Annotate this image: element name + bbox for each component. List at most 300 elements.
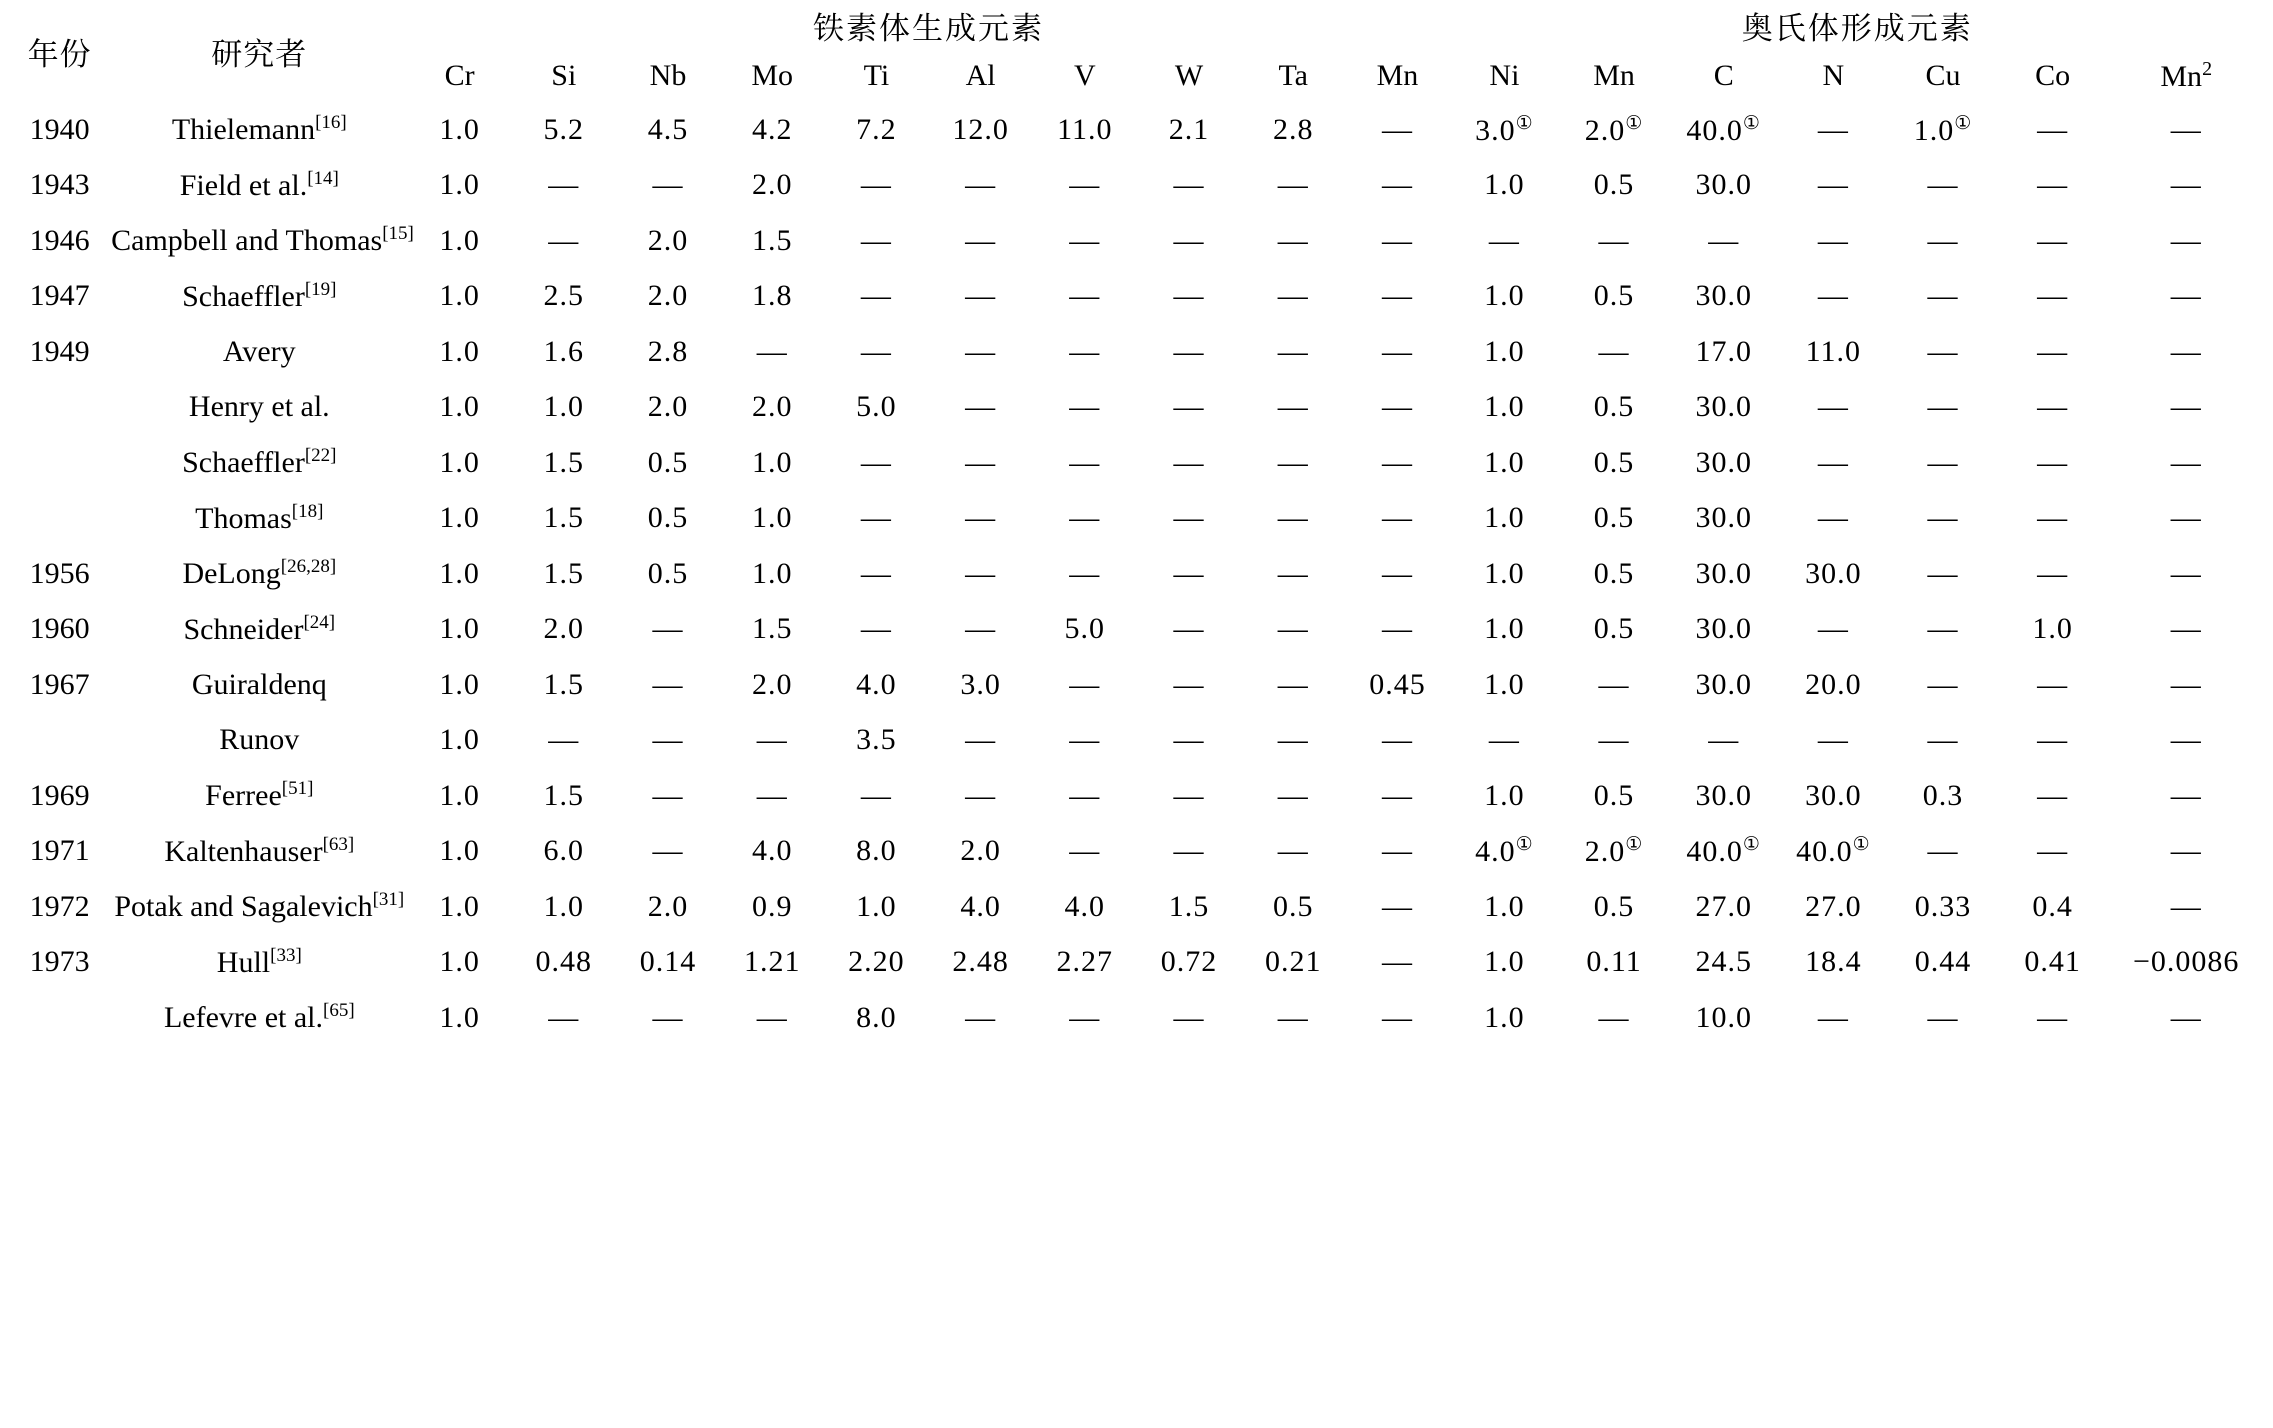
cell-austenite-cu — [1888, 324, 1998, 380]
cell-ferrite-al: 2.48 — [952, 945, 1009, 979]
cell-ferrite-v: — — [1069, 334, 1101, 368]
cell-austenite-ni — [1450, 824, 1560, 880]
cell-ferrite-al: — — [965, 723, 997, 757]
header-col-mn-squared-label: Mn — [2160, 60, 2203, 93]
table-row — [8, 602, 2265, 658]
cell-value: −0.0086 — [2133, 945, 2240, 979]
cell-ferrite-w: — — [1173, 168, 1205, 202]
cell-ferrite-si: 0.48 — [535, 945, 593, 979]
cell-ferrite-v: 4.0 — [1064, 889, 1106, 923]
cell-austenite-mn-a — [1559, 546, 1669, 602]
cell-ferrite-w: — — [1173, 556, 1205, 590]
cell-year: 1949 — [29, 334, 90, 368]
cell-value: 1.0 — [1484, 168, 1525, 202]
cell-austenite-co — [1998, 491, 2108, 547]
cell-austenite-mn2 — [2107, 213, 2265, 269]
cell-austenite-ni — [1450, 491, 1560, 547]
table-row — [8, 713, 2265, 769]
cell-value: — — [1817, 168, 1849, 202]
researcher-name: Hull — [216, 945, 271, 979]
cell-austenite-co — [1998, 435, 2108, 491]
cell-austenite-cu — [1888, 213, 1998, 269]
cell-austenite-n — [1779, 102, 1889, 158]
cell-austenite-co — [1998, 935, 2108, 991]
cell-researcher — [111, 546, 407, 602]
researcher-reference: [18] — [291, 500, 324, 522]
cell-ferrite-al: 12.0 — [952, 112, 1009, 146]
cell-year: 1971 — [29, 834, 90, 868]
cell-ferrite-ta: — — [1277, 612, 1309, 646]
cell-ferrite-al: 2.0 — [960, 834, 1001, 868]
cell-ferrite-w: — — [1173, 834, 1205, 868]
cell-austenite-ni — [1450, 324, 1560, 380]
cell-austenite-co — [1998, 824, 2108, 880]
cell-value: — — [1598, 723, 1630, 757]
cell-ferrite-ti: — — [860, 279, 892, 313]
cell-ferrite-mo: 2.0 — [751, 390, 793, 424]
cell-value: 0.3 — [1922, 778, 1964, 812]
cell-ferrite-ti: — — [860, 334, 892, 368]
cell-austenite-mn-a — [1559, 990, 1669, 1046]
cell-ferrite-nb: 0.5 — [647, 501, 689, 535]
cell-year: 1969 — [29, 778, 90, 812]
cell-footnote-marker: ① — [1742, 834, 1761, 856]
table-row — [8, 657, 2265, 713]
cell-ferrite-ta: — — [1277, 834, 1309, 868]
cell-value: 3.0 — [1475, 113, 1516, 147]
table-row — [8, 158, 2265, 214]
cell-austenite-mn-a — [1559, 324, 1669, 380]
researcher-reference: [33] — [270, 944, 302, 966]
cell-value: — — [1927, 334, 1959, 368]
header-researcher: 研究者 — [211, 36, 308, 72]
cell-value: — — [2037, 1000, 2069, 1034]
cell-ferrite-si: — — [548, 223, 580, 257]
cell-austenite-co — [1998, 324, 2108, 380]
cell-ferrite-ta: — — [1277, 390, 1309, 424]
cell-value: — — [1817, 279, 1849, 313]
cell-austenite-co — [1998, 657, 2108, 713]
cell-austenite-mn2 — [2107, 768, 2265, 824]
cell-austenite-co — [1998, 602, 2108, 658]
table-row — [8, 546, 2265, 602]
header-col-mn-squared — [2107, 50, 2265, 102]
researcher-name: Kaltenhauser — [164, 834, 323, 868]
cell-austenite-n — [1779, 768, 1889, 824]
cell-year: 1946 — [29, 223, 90, 257]
cell-value: 17.0 — [1695, 334, 1752, 368]
cell-austenite-c — [1669, 935, 1779, 991]
header-group-austenite: 奥氏体形成元素 — [1741, 10, 1973, 46]
cell-value: — — [1927, 1000, 1959, 1034]
cell-austenite-co — [1998, 713, 2108, 769]
cell-austenite-c — [1669, 713, 1779, 769]
cell-ferrite-v: — — [1069, 778, 1101, 812]
cell-austenite-n — [1779, 380, 1889, 436]
header-col-c: C — [1713, 59, 1734, 92]
cell-ferrite-nb: 4.5 — [647, 112, 689, 146]
cell-ferrite-al: — — [965, 168, 997, 202]
cell-austenite-mn2 — [2107, 324, 2265, 380]
cell-year — [8, 990, 111, 1046]
cell-value: — — [1598, 334, 1630, 368]
cell-value: — — [2037, 667, 2069, 701]
cell-ferrite-si: 1.5 — [543, 778, 585, 812]
cell-ferrite-cr: 1.0 — [439, 279, 480, 313]
cell-ferrite-ta: 0.21 — [1264, 945, 1322, 979]
researcher-reference: [15] — [382, 223, 414, 245]
cell-ferrite-ti: 5.0 — [856, 390, 897, 424]
cell-ferrite-cr: 1.0 — [439, 334, 480, 368]
cell-austenite-c — [1669, 546, 1779, 602]
cell-austenite-ni — [1450, 158, 1560, 214]
cell-ferrite-ti: 3.5 — [856, 723, 897, 757]
cell-austenite-mn2 — [2107, 158, 2265, 214]
cell-ferrite-nb: — — [652, 1000, 684, 1034]
cell-value: — — [2037, 834, 2069, 868]
cell-value: 1.0 — [1484, 778, 1525, 812]
cell-ferrite-al: — — [965, 390, 997, 424]
cell-ferrite-cr: 1.0 — [439, 112, 480, 146]
researcher-name: Field et al. — [179, 168, 308, 202]
cell-value: — — [1927, 723, 1959, 757]
cell-ferrite-si: 5.2 — [543, 112, 585, 146]
cell-ferrite-w: — — [1173, 723, 1205, 757]
cell-value: 0.33 — [1914, 889, 1972, 923]
cell-ferrite-w: — — [1173, 390, 1205, 424]
cell-value: 0.5 — [1593, 390, 1635, 424]
cell-value: 0.4 — [2032, 889, 2073, 923]
cell-austenite-mn-a — [1559, 269, 1669, 325]
cell-ferrite-v: — — [1069, 501, 1101, 535]
cell-value: 24.5 — [1695, 945, 1752, 979]
cell-researcher — [111, 158, 407, 214]
cell-ferrite-w: — — [1173, 612, 1205, 646]
cell-researcher — [111, 491, 407, 547]
cell-ferrite-ta: — — [1277, 168, 1309, 202]
cell-austenite-cu — [1888, 879, 1998, 935]
cell-ferrite-si: 2.5 — [543, 279, 585, 313]
cell-value: 1.0 — [2032, 612, 2073, 646]
cell-austenite-ni — [1450, 602, 1560, 658]
cell-ferrite-mn: — — [1381, 445, 1413, 479]
cell-austenite-n — [1779, 990, 1889, 1046]
cell-value: — — [2170, 223, 2202, 257]
cell-value: — — [2170, 556, 2202, 590]
cell-austenite-c — [1669, 324, 1779, 380]
cell-value: — — [1708, 223, 1740, 257]
cell-ferrite-mo: 1.21 — [743, 945, 801, 979]
cell-austenite-co — [1998, 213, 2108, 269]
cell-ferrite-nb: 0.5 — [647, 445, 689, 479]
researcher-name: Henry et al. — [188, 390, 330, 424]
cell-ferrite-cr: 1.0 — [439, 556, 480, 590]
cell-ferrite-ta: — — [1277, 501, 1309, 535]
cell-austenite-n — [1779, 269, 1889, 325]
cell-austenite-cu — [1888, 768, 1998, 824]
cell-ferrite-ti: 7.2 — [856, 112, 897, 146]
cell-ferrite-ta: — — [1277, 778, 1309, 812]
cell-ferrite-mn: — — [1381, 612, 1413, 646]
cell-ferrite-mo: 1.0 — [751, 501, 793, 535]
cell-value: 27.0 — [1805, 889, 1862, 923]
cell-ferrite-nb: 0.14 — [639, 945, 697, 979]
cell-ferrite-al: — — [965, 334, 997, 368]
cell-ferrite-ti: 8.0 — [856, 834, 897, 868]
cell-year — [8, 435, 111, 491]
cell-austenite-c — [1669, 491, 1779, 547]
cell-value: — — [2170, 501, 2202, 535]
cell-researcher — [111, 213, 414, 269]
cell-ferrite-mo: 4.2 — [751, 112, 793, 146]
cell-value: 40.0 — [1686, 835, 1743, 869]
cell-year: 1960 — [29, 612, 90, 646]
cell-ferrite-mo: — — [756, 778, 788, 812]
researcher-name: Potak and Sagalevich — [114, 890, 373, 924]
header-col-mn-ferrite: Mn — [1376, 59, 1419, 92]
cell-value: — — [1927, 168, 1959, 202]
cell-value: — — [2037, 390, 2069, 424]
researcher-name: Lefevre et al. — [163, 1001, 323, 1035]
cell-ferrite-v: — — [1069, 279, 1101, 313]
cell-year: 1947 — [29, 279, 90, 313]
researcher-name: DeLong — [182, 557, 281, 591]
cell-ferrite-cr: 1.0 — [439, 723, 480, 757]
cell-ferrite-nb: — — [652, 778, 684, 812]
cell-ferrite-al: — — [965, 556, 997, 590]
cell-value: 2.0 — [1584, 835, 1626, 869]
cell-year — [8, 380, 111, 436]
researcher-name: Campbell and Thomas — [111, 224, 383, 258]
table-body — [8, 102, 2265, 1046]
cell-value: 0.41 — [2024, 945, 2081, 979]
cell-value: 30.0 — [1695, 612, 1752, 646]
table-row — [8, 491, 2265, 547]
cell-value: 30.0 — [1805, 778, 1862, 812]
cell-austenite-mn-a — [1559, 657, 1669, 713]
cell-value: 30.0 — [1695, 501, 1752, 535]
cell-value: — — [1927, 612, 1959, 646]
cell-ferrite-v: 2.27 — [1056, 945, 1114, 979]
cell-ferrite-w: — — [1173, 501, 1205, 535]
cell-value: 1.0 — [1484, 334, 1525, 368]
cell-ferrite-ti: 2.20 — [848, 945, 905, 979]
cell-year: 1943 — [29, 168, 90, 202]
cell-ferrite-si: — — [548, 168, 580, 202]
cell-austenite-mn2 — [2107, 269, 2265, 325]
cell-value: 20.0 — [1805, 667, 1862, 701]
cell-value: 0.5 — [1593, 612, 1635, 646]
cell-researcher — [111, 990, 407, 1046]
cell-ferrite-mn: — — [1381, 112, 1413, 146]
cell-value: 0.5 — [1593, 168, 1635, 202]
cell-austenite-c — [1669, 824, 1779, 880]
cell-austenite-mn2 — [2107, 713, 2265, 769]
cell-ferrite-nb: 2.0 — [647, 223, 689, 257]
cell-ferrite-cr: 1.0 — [439, 667, 480, 701]
cell-value: 0.5 — [1593, 778, 1635, 812]
cell-ferrite-mo: 1.5 — [751, 612, 793, 646]
cell-ferrite-ta: — — [1277, 334, 1309, 368]
cell-ferrite-al: 3.0 — [960, 667, 1001, 701]
cell-ferrite-al: — — [965, 445, 997, 479]
cell-value: 30.0 — [1695, 168, 1752, 202]
cell-researcher — [111, 879, 407, 935]
cell-austenite-n — [1779, 824, 1889, 880]
cell-value: — — [2037, 334, 2069, 368]
cell-austenite-n — [1779, 879, 1889, 935]
cell-ferrite-w: — — [1173, 667, 1205, 701]
cell-value: 27.0 — [1695, 889, 1752, 923]
cell-value: 2.0 — [1584, 113, 1626, 147]
cell-footnote-marker: ① — [1515, 112, 1534, 134]
cell-value: — — [1927, 834, 1959, 868]
cell-value: — — [1927, 223, 1959, 257]
cell-ferrite-si: 1.0 — [543, 889, 585, 923]
cell-value: — — [1927, 556, 1959, 590]
cell-austenite-mn-a — [1559, 213, 1669, 269]
header-year: 年份 — [27, 36, 92, 72]
cell-ferrite-mn: — — [1381, 778, 1413, 812]
cell-ferrite-mn: — — [1381, 556, 1413, 590]
cell-year: 1967 — [29, 667, 90, 701]
cell-ferrite-ta: 0.5 — [1272, 889, 1314, 923]
cell-austenite-mn-a — [1559, 879, 1669, 935]
cell-ferrite-w: — — [1173, 445, 1205, 479]
cell-ferrite-mo: — — [756, 1000, 788, 1034]
cell-ferrite-ti: — — [860, 223, 892, 257]
cell-ferrite-si: 1.5 — [543, 556, 585, 590]
cell-value: — — [2037, 723, 2069, 757]
cell-ferrite-w: — — [1173, 279, 1205, 313]
cell-austenite-n — [1779, 546, 1889, 602]
cell-ferrite-mn: 0.45 — [1369, 667, 1426, 701]
cell-ferrite-al: — — [965, 612, 997, 646]
table-row — [8, 380, 2265, 436]
cell-ferrite-al: — — [965, 501, 997, 535]
cell-researcher — [111, 768, 407, 824]
cell-value: 0.5 — [1593, 279, 1635, 313]
cell-austenite-ni — [1450, 879, 1560, 935]
cell-austenite-c — [1669, 657, 1779, 713]
cell-ferrite-v: — — [1069, 445, 1101, 479]
cell-austenite-c — [1669, 269, 1779, 325]
cell-ferrite-v: — — [1069, 390, 1101, 424]
cell-ferrite-ta: — — [1277, 279, 1309, 313]
cell-ferrite-cr: 1.0 — [439, 612, 480, 646]
cell-austenite-c — [1669, 158, 1779, 214]
header-col-ta: Ta — [1278, 59, 1308, 92]
cell-ferrite-nb: — — [652, 723, 684, 757]
cell-austenite-cu — [1888, 713, 1998, 769]
cell-austenite-cu — [1888, 546, 1998, 602]
researcher-reference: [19] — [304, 278, 337, 300]
researcher-name: Schneider — [183, 612, 304, 646]
cell-ferrite-mn: — — [1381, 834, 1413, 868]
cell-ferrite-nb: — — [652, 612, 684, 646]
cell-ferrite-w: — — [1173, 1000, 1205, 1034]
cell-ferrite-ta: — — [1277, 445, 1309, 479]
cell-year — [8, 491, 111, 547]
cell-value: 30.0 — [1695, 667, 1752, 701]
cell-ferrite-ta: — — [1277, 723, 1309, 757]
cell-ferrite-v: — — [1069, 223, 1101, 257]
cell-austenite-mn-a — [1559, 935, 1669, 991]
cell-austenite-c — [1669, 768, 1779, 824]
cell-ferrite-cr: 1.0 — [439, 223, 480, 257]
cell-value: — — [1817, 112, 1849, 146]
cell-value: — — [2170, 390, 2202, 424]
cell-researcher — [111, 935, 407, 991]
cell-ferrite-ti: — — [860, 556, 892, 590]
cell-value: — — [2170, 723, 2202, 757]
cell-footnote-marker: ① — [1742, 112, 1761, 134]
cell-austenite-mn2 — [2107, 602, 2265, 658]
cell-austenite-ni — [1450, 213, 1560, 269]
cell-ferrite-al: — — [965, 778, 997, 812]
cell-value: — — [2170, 667, 2202, 701]
cell-ferrite-mn: — — [1381, 1000, 1413, 1034]
cell-value: — — [2037, 778, 2069, 812]
researcher-reference: [63] — [322, 833, 355, 855]
header-col-ni: Ni — [1489, 59, 1520, 92]
cell-ferrite-ti: 4.0 — [856, 667, 897, 701]
cell-value: 0.5 — [1593, 501, 1635, 535]
cell-ferrite-ta: — — [1277, 1000, 1309, 1034]
cell-ferrite-si: 1.5 — [543, 501, 585, 535]
cell-austenite-c — [1669, 435, 1779, 491]
cell-ferrite-nb: 2.0 — [647, 279, 689, 313]
cell-value: 0.5 — [1593, 445, 1635, 479]
cell-austenite-cu — [1888, 491, 1998, 547]
cell-value: — — [1817, 501, 1849, 535]
cell-ferrite-v: — — [1069, 168, 1101, 202]
cell-ferrite-si: 6.0 — [543, 834, 585, 868]
cell-ferrite-w: 2.1 — [1168, 112, 1210, 146]
cell-austenite-n — [1779, 713, 1889, 769]
cell-austenite-ni — [1450, 546, 1560, 602]
cell-ferrite-mo: 4.0 — [751, 834, 793, 868]
cell-value: — — [2170, 279, 2202, 313]
cell-value: — — [2170, 168, 2202, 202]
cell-ferrite-mn: — — [1381, 390, 1413, 424]
cell-austenite-mn-a — [1559, 380, 1669, 436]
researcher-reference: [24] — [303, 611, 336, 633]
cell-austenite-n — [1779, 324, 1889, 380]
cell-value: 18.4 — [1805, 945, 1862, 979]
cell-researcher — [111, 657, 407, 713]
cell-footnote-marker: ① — [1625, 834, 1644, 856]
cell-ferrite-mn: — — [1381, 168, 1413, 202]
cell-researcher — [111, 602, 407, 658]
cell-ferrite-nb: — — [652, 168, 684, 202]
table-row — [8, 435, 2265, 491]
cell-value: — — [1488, 223, 1520, 257]
cell-austenite-mn-a — [1559, 824, 1669, 880]
researcher-name: Thielemann — [171, 113, 316, 147]
cell-researcher — [111, 380, 407, 436]
cell-footnote-marker: ① — [1625, 112, 1644, 134]
elements-coefficient-table — [8, 0, 2265, 1046]
cell-year: 1973 — [29, 945, 90, 979]
researcher-name: Thomas — [195, 501, 292, 535]
cell-value: — — [2170, 334, 2202, 368]
cell-value: — — [1598, 1000, 1630, 1034]
header-col-ti: Ti — [863, 59, 890, 92]
cell-austenite-c — [1669, 602, 1779, 658]
cell-ferrite-cr: 1.0 — [439, 501, 480, 535]
cell-austenite-ni — [1450, 380, 1560, 436]
